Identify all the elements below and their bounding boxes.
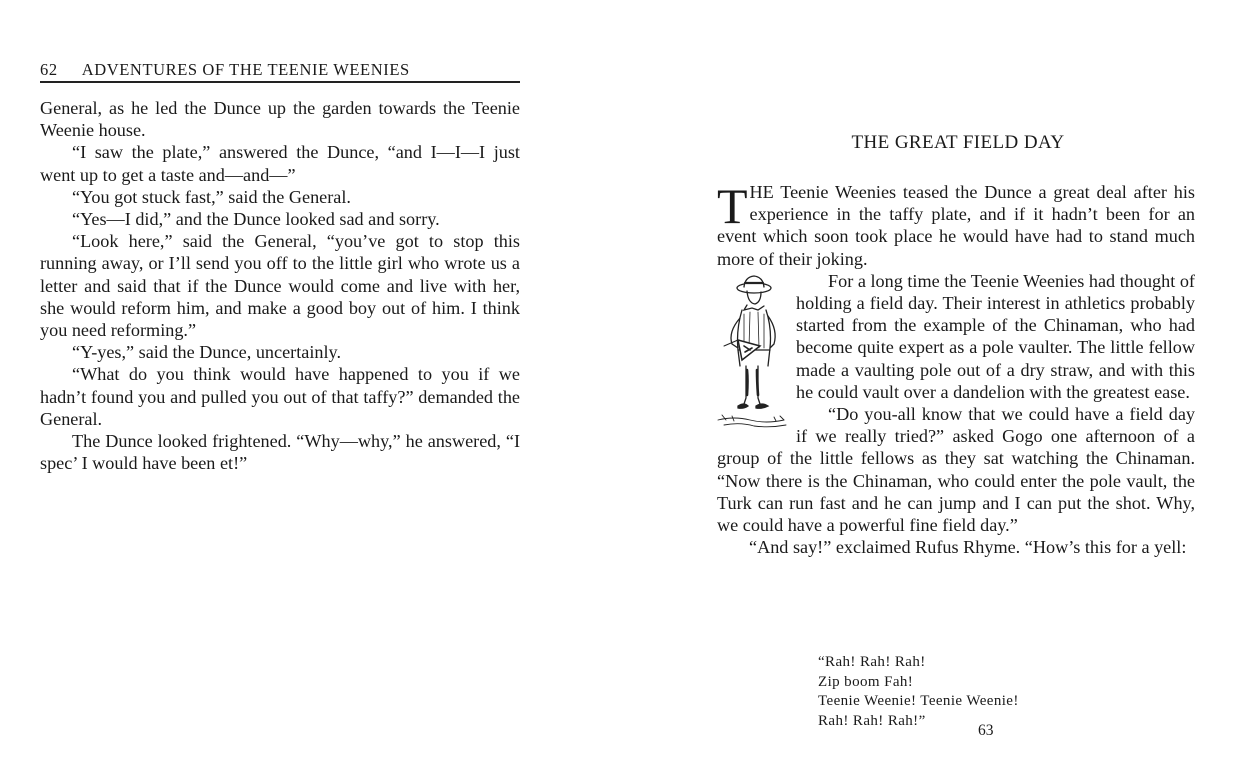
yell-line: “Rah! Rah! Rah! [818, 654, 926, 670]
paragraph: “Y-yes,” said the Dunce, uncertainly. [72, 342, 342, 363]
page-number-left: 62 [40, 60, 58, 79]
paragraph: “Do you-all know that we could have a field day if we really tried?” asked Gogo one afternoon of a group of the little fellows as they sat watching the Chinaman. “Now there is the Chinaman, who could enter the pole vault, the Turk can run fast and he can jump and I can put the shot. Why, we could have a powerful fine field day.” [717, 404, 1195, 536]
running-head [40, 60, 520, 83]
teenie-weenie-illustration [714, 270, 794, 435]
paragraph: “What do you think would have happened to you if we hadn’t found you and pulled you out of that taffy?” demanded the General. [40, 364, 520, 429]
yell-verse [818, 653, 1118, 731]
page-number-right: 63 [978, 722, 994, 739]
paragraph: “I saw the plate,” answered the Dunce, “and I—I—I just went up to get a taste and—and—” [40, 142, 520, 185]
left-page-text [40, 97, 520, 474]
paragraph: “Look here,” said the General, “you’ve got to stop this running away, or I’ll send you off to the little girl who wrote us a letter and said that if the Dunce would come and live with her, she would reform him, and make a good boy out of him. I think you need reforming.” [40, 231, 520, 341]
paragraph: “You got stuck fast,” said the General. [72, 186, 351, 207]
paragraph: For a long time the Teenie Weenies had thought of holding a field day. Their interest in athletics probably started from the example of the Chinaman, who had become quite expert as a pole vaulter. The little fellow made a vaulting pole out of a dry straw, and with this he could vault over a dandelion with the greatest ease. [796, 270, 1195, 402]
yell-line: Teenie Weenie! Teenie Weenie! [818, 693, 1019, 709]
yell-line: Zip boom Fah! [818, 673, 914, 690]
right-page-text [717, 178, 1195, 558]
opening-text: HE Teenie Weenies teased the Dunce a great deal after his experience in the taffy plate, and if it hadn’t been for an event which soon took place he would have had to stand much more of their joking. [717, 182, 1195, 269]
paragraph: The Dunce looked frightened. “Why—why,” he answered, “I spec’ I would have been et!” [40, 431, 520, 474]
opening-paragraph [717, 178, 1195, 270]
left-page [0, 0, 618, 762]
paragraph: General, as he led the Dunce up the garden towards the Teenie Weenie house. [40, 98, 520, 141]
drop-cap: T [717, 178, 748, 234]
boy-with-pennant-icon [714, 270, 794, 435]
paragraph: “And say!” exclaimed Rufus Rhyme. “How’s this for a yell: [749, 537, 1187, 558]
right-page [618, 0, 1237, 762]
paragraph: “Yes—I did,” and the Dunce looked sad and sorry. [72, 209, 440, 230]
yell-line: Rah! Rah! Rah!” [818, 712, 926, 729]
running-head-title: ADVENTURES OF THE TEENIE WEENIES [81, 60, 410, 79]
chapter-title: THE GREAT FIELD DAY [851, 132, 1065, 153]
